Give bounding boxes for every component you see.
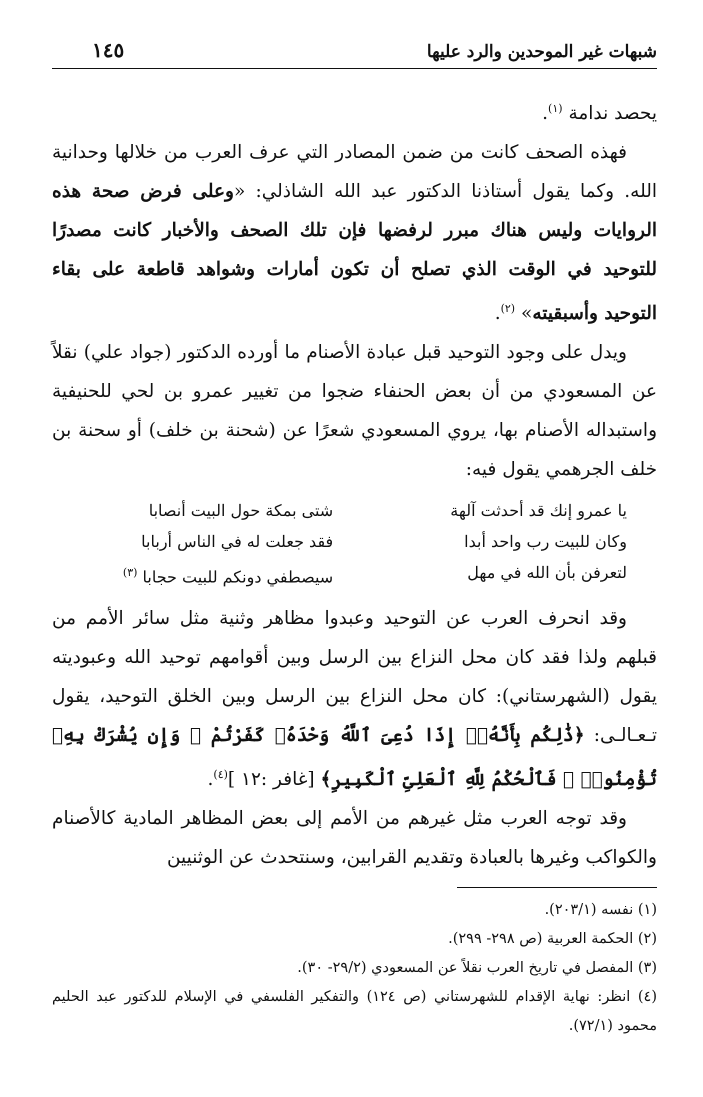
- poem-hemistich-second-text: شتى بمكة حول البيت أنصابا: [148, 501, 334, 521]
- footnote-3: (٣) المفصل في تاريخ العرب نقلاً عن المسعودي (٢٩/٢- ٣٠).: [297, 959, 657, 976]
- poem-hemistich-second: [62, 526, 333, 557]
- header-title: شبهات غير الموحدين والرد عليها: [426, 42, 657, 62]
- paragraph-1-end: .: [494, 303, 501, 325]
- footnote-1: (١) نفسه (٢٠٣/١).: [544, 901, 657, 918]
- poem-verse: [62, 557, 627, 592]
- poem-verse: [62, 495, 627, 526]
- poem: [62, 495, 627, 592]
- poem-hemistich-second-text: فقد جعلت له في الناس أربابا: [141, 532, 334, 552]
- footnote-ref-2: (٢): [500, 302, 516, 316]
- paragraph-3: [52, 599, 657, 799]
- footnote-4: (٤) انظر: نهاية الإقدام للشهرستاني (ص ١٢٤) والتفكير الفلسفي في الإسلام للدكتور عبد الحليم محمود (٧٢/١).: [52, 988, 657, 1034]
- paragraph-0-end: .: [542, 103, 549, 125]
- poem-verse: [62, 526, 627, 557]
- paragraph-1-quote: وعلى فرض صحة هذه الروايات وليس هناك مبرر لرفضها فإن تلك الصحف والأخبار كانت مصدرًا للتوحيد في الوقت الذي تصلح أن تكون أمارات وشواهد قاطعة على بقاء التوحيد وأسبقيته: [52, 181, 657, 325]
- poem-hemistich-first: يا عمرو إنك قد أحدثت آلهة: [450, 501, 627, 521]
- paragraph-1-quote-close: »: [520, 303, 533, 325]
- running-header: [52, 38, 657, 69]
- paragraph-2: ويدل على وجود التوحيد قبل عبادة الأصنام ما أورده الدكتور (جواد علي) نقلاً عن المسعودي من أن بعض الحنفاء ضجوا من تغيير عمرو بن لحي للحنيفية واستبداله الأصنام بها، يروي المسعودي شعرًا عن (شحنة بن خلف) أو سحنة بن خلف الجرهمي يقول فيه:: [52, 342, 657, 481]
- paragraph-1: [52, 133, 657, 333]
- paragraph-0-text: يحصد ندامة: [568, 103, 657, 125]
- paragraph-3-text: وقد انحرف العرب عن التوحيد وعبدوا مظاهر وثنية مثل سائر الأمم من قبلهم ولذا فقد كان محل النزاع بين الرسل وبين أقوامهم توحيد الله وعبوديته يقول (الشهرستاني): كان محل النزاع بين الرسل وبين الخلق التوحيد، يقول تـعـالـى:: [52, 607, 658, 746]
- poem-hemistich-second-text: سيصطفي دونكم للبيت حجابا: [142, 567, 334, 587]
- paragraph-0: [52, 89, 657, 133]
- poem-hemistich-first: وكان للبيت رب واحد أبدا: [464, 532, 627, 552]
- footnote-2: (٢) الحكمة العربية (ص ٢٩٨- ٢٩٩).: [448, 930, 657, 947]
- footnote-ref-4: (٤): [213, 767, 228, 781]
- poem-hemistich-first: لتعرفن بأن الله في مهل: [467, 563, 627, 583]
- page-number: ١٤٥: [92, 38, 125, 62]
- footnote-divider: [457, 887, 657, 888]
- paragraph-1-intro: فهذه الصحف كانت من ضمن المصادر التي عرف العرب من خلالها وحدانية الله. وكما يقول أستاذنا الدكتور عبد الله الشاذلي: «: [52, 142, 658, 203]
- quran-citation: [غافر :١٢ ]: [227, 768, 321, 790]
- poem-hemistich-second: [62, 557, 333, 592]
- paragraph-4: وقد توجه العرب مثل غيرهم من الأمم إلى بعض المظاهر المادية كالأصنام والكواكب وغيرها بالعبادة وتقديم القرابين، وسنتحدث عن الوثنيين: [52, 807, 657, 868]
- poem-hemistich-second: [62, 495, 333, 526]
- quran-verse: ﴿ذَٰلِكُم بِأَنَّهُۥٓ إِذَا دُعِىَ ٱللَّهُ وَحْدَهُۥ كَفَرْتُمْ ۖ وَإِن يُشْرَكْ بِهِۦ تُؤْمِنُوا۟ ۚ فَٱلْحُكْمُ لِلَّهِ ٱلْعَلِىِّ ٱلْكَبِيرِ﴾: [52, 724, 657, 790]
- footnote-ref-3: (٣): [122, 566, 138, 580]
- paragraph-3-end: .: [207, 768, 214, 790]
- footnote-ref-1: (١): [548, 102, 563, 115]
